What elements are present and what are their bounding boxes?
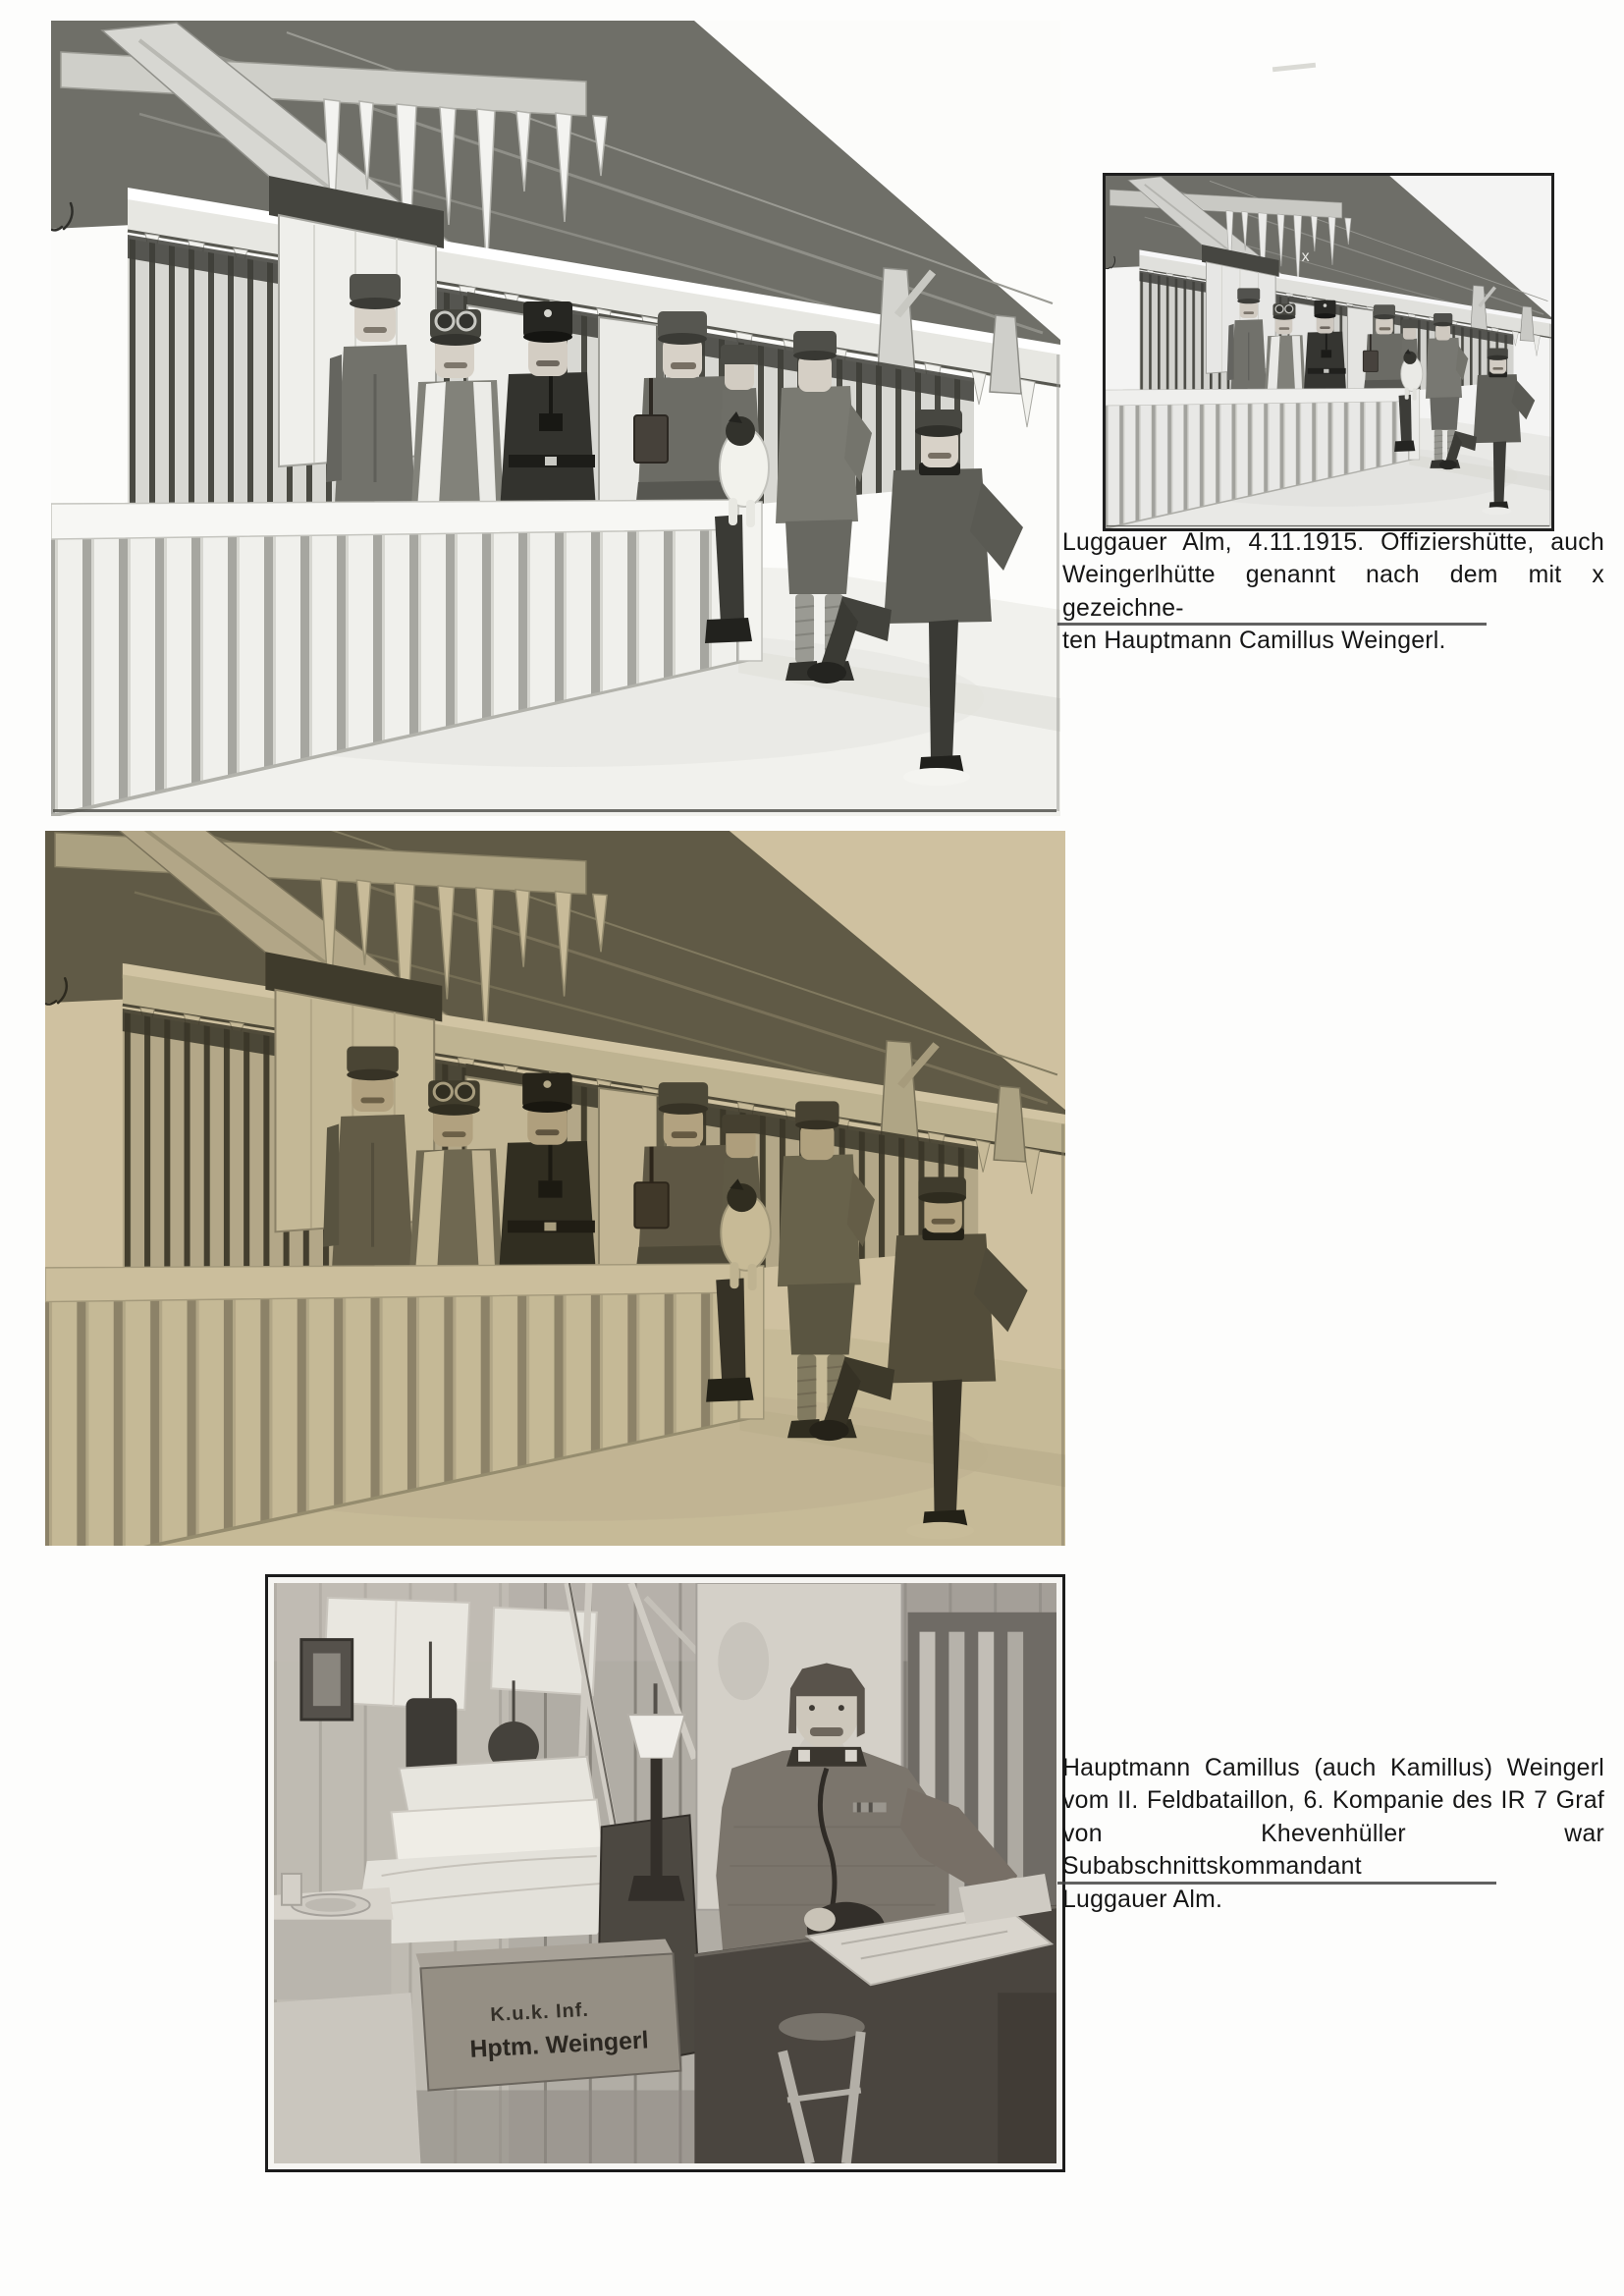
caption-line: Luggauer Alm, 4.11.1915. Offiziershütte, auch [1062, 529, 1604, 556]
hut-veranda-sepia-image [45, 831, 1065, 1546]
caption-line: Luggauer Alm. [1062, 1886, 1223, 1913]
caption-line: ten Hauptmann Camillus Weingerl. [1062, 628, 1446, 655]
scan-artifact [1272, 63, 1316, 73]
crate-text-line1: K.u.k. Inf. [489, 1998, 590, 2027]
hut-veranda-small-image [1106, 176, 1551, 528]
photo-hut-veranda-small [1103, 173, 1554, 531]
caption-offiziershuette [1062, 526, 1604, 658]
caption-underline [1057, 1882, 1496, 1885]
photo-hut-veranda-sepia [45, 831, 1065, 1546]
caption-hauptmann-weingerl [1062, 1752, 1604, 1916]
caption-line: Hauptmann Camillus (auch Kamillus) Weingerl [1062, 1755, 1604, 1781]
photo-hut-veranda-large [51, 21, 1060, 816]
caption-line: von Khevenhüller war Subabschnittskommandant [1062, 1820, 1604, 1881]
weingerl-interior-image [274, 1583, 1056, 2163]
photo-weingerl-interior [265, 1574, 1065, 2172]
caption-underline [1057, 623, 1487, 626]
caption-line: vom II. Feldbataillon, 6. Kompanie des IR 7 Graf [1062, 1787, 1604, 1815]
x-mark: x [1301, 247, 1310, 265]
crate-text-line2: Hptm. Weingerl [468, 2026, 650, 2063]
caption-line: Weingerlhütte genannt nach dem mit x gezeichne- [1062, 562, 1604, 622]
hut-veranda-image [51, 21, 1060, 816]
